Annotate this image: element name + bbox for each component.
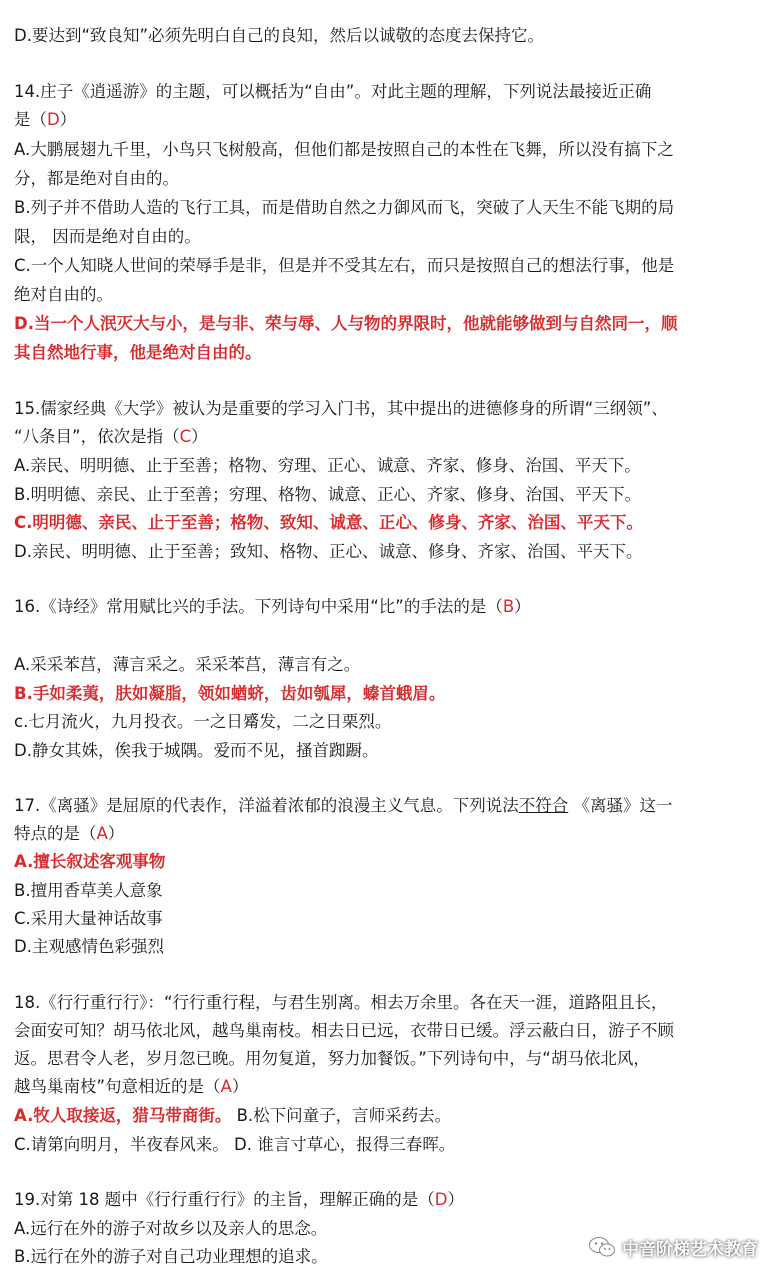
question-17: 17.《离骚》是屈原的代表作，洋溢着浓郁的浪漫主义气息。下列说法不符合 《离骚》这一 [14,796,673,815]
option-16-d: D.静女其姝，俟我于城隅。爱而不见，搔首踟蹰。 [14,741,379,760]
wechat-icon [588,1236,616,1258]
option-17-c: C.采用大量神话故事 [14,909,163,928]
question-18-cont-2: 返。思君令人老，岁月忽已晚。用勿复道，努力加餐饭。”下列诗句中，与“胡马依北风， [14,1049,650,1068]
question-17-answer: 特点的是（A） [14,824,125,843]
option-14-a-cont: 分，都是绝对自由的。 [14,169,179,188]
option-14-b: B.列子并不借助人造的飞行工具，而是借助自然之力御风而飞，突破了人天生不能飞期的局 [14,198,675,217]
option-14-a: A.大鹏展翅九千里，小鸟只飞树般高，但他们都是按照自己的本性在飞舞，所以没有搞下之 [14,140,674,159]
option-14-b-cont: 限， 因而是绝对自由的。 [14,227,201,246]
question-14: 14.庄子《逍遥游》的主题，可以概括为“自由”。对此主题的理解，下列说法最接近正确 [14,82,652,101]
answer-letter: D [434,1190,448,1209]
question-15: 15.儒家经典《大学》被认为是重要的学习入门书，其中提出的进德修身的所谓“三纲领”、 [14,399,668,418]
option-15-c-correct: C.明明德、亲民、止于至善；格物、致知、诚意、正心、修身、齐家、治国、平天下。 [14,513,643,532]
answer-letter: B [502,597,515,616]
option-14-c: C.一个人知晓人世间的荣辱手是非，但是并不受其左右，而只是按照自己的想法行事，他是 [14,256,675,275]
question-15-answer: “八条目”，依次是指（C） [14,427,208,446]
option-14-d-correct-cont: 其自然地行事，他是绝对自由的。 [14,343,262,362]
question-14-answer: 是（D） [14,110,77,129]
option-15-a: A.亲民、明明德、止于至善；格物、穷理、正心、诚意、齐家、修身、治国、平天下。 [14,456,641,475]
question-19: 19.对第 18 题中《行行重行行》的主旨，理解正确的是（D） [14,1190,464,1209]
option-18-a-correct: A.牧人取接返，猎马带商街。 [14,1106,232,1125]
options-18-c-d: C.请第向明月，半夜春风来。 D. 谁言寸草心，报得三春晖。 [14,1135,456,1154]
option-16-c: c.七月流火，九月投衣。一之日觱发，二之日栗烈。 [14,712,392,731]
question-18: 18.《行行重行行》：“行行重行程，与君生别离。相去万余里。各在天一涯，道路阻且长， [14,993,668,1012]
option-14-c-cont: 绝对自由的。 [14,285,113,304]
answer-letter: D [47,110,60,129]
option-16-b-correct: B.手如柔荑，肤如凝脂，领如蝤蛴，齿如瓠犀，螓首蛾眉。 [14,684,446,703]
watermark [588,1232,758,1262]
option-17-a-correct: A.擅长叙述客观事物 [14,852,166,871]
question-16: 16.《诗经》常用赋比兴的手法。下列诗句中采用“比”的手法的是（B） [14,597,531,616]
answer-letter: A [220,1077,232,1096]
underlined-term: 不符合 [518,796,569,815]
option-17-d: D.主观感情色彩强烈 [14,937,164,956]
option-14-d-correct: D.当一个人泯灭大与小，是与非、荣与辱、人与物的界限时，他就能够做到与自然同一，顺 [14,314,678,333]
option-13-d: D.要达到“致良知”必须先明白自己的良知，然后以诚敬的态度去保持它。 [14,26,545,45]
option-19-a: A.远行在外的游子对故乡以及亲人的思念。 [14,1219,328,1238]
options-18-a-b [14,1102,774,1130]
option-17-b: B.擅用香草美人意象 [14,881,163,900]
option-19-b: B.远行在外的游子对自己功业理想的追求。 [14,1247,328,1266]
watermark-text: 中音阶梯艺术教育 [622,1239,758,1260]
answer-letter: C [179,427,192,446]
option-15-d: D.亲民、明明德、止于至善；致知、格物、正心、诚意、修身、齐家、治国、平天下。 [14,542,643,561]
question-18-cont-1: 会面安可知？胡马依北风，越鸟巢南枝。相去日已远，衣带日已缓。浮云蔽白日，游子不顾 [14,1021,674,1040]
answer-letter: A [96,824,108,843]
option-16-a: A.采采苯莒，薄言采之。采采苯莒，薄言有之。 [14,655,361,674]
option-18-b: B.松下问童子，言师采药去。 [231,1106,452,1125]
option-15-b: B.明明德、亲民、止于至善；穷理、格物、诚意、正心、齐家、修身、治国、平天下。 [14,485,642,504]
question-18-answer: 越鸟巢南枝”句意相近的是（A） [14,1077,249,1096]
